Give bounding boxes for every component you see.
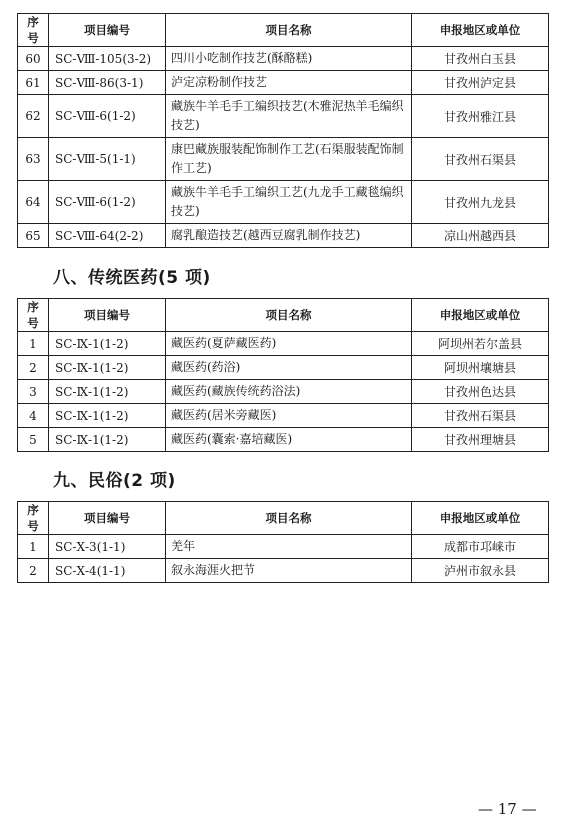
row-no: 61 [18,71,49,95]
table-row [18,47,549,71]
table-header-row [18,14,549,47]
table-row [18,535,549,559]
row-no: 60 [18,47,49,71]
row-name: 藏医药(居米旁藏医) [166,404,412,428]
header-unit: 申报地区或单位 [412,299,549,332]
table-row [18,428,549,452]
row-no: 5 [18,428,49,452]
header-no: 序号 [18,299,49,332]
table-row [18,356,549,380]
row-no: 2 [18,559,49,583]
header-code: 项目编号 [49,299,166,332]
row-no: 4 [18,404,49,428]
row-unit: 阿坝州若尔盖县 [412,332,549,356]
heritage-table-crafts [17,13,549,248]
row-no: 65 [18,224,49,248]
table-header-row [18,299,549,332]
table-row [18,71,549,95]
row-unit: 凉山州越西县 [412,224,549,248]
header-code: 项目编号 [49,502,166,535]
row-no: 64 [18,181,49,224]
row-code: SC-Ⅹ-4(1-1) [49,559,166,583]
row-unit: 泸州市叙永县 [412,559,549,583]
header-no: 序号 [18,14,49,47]
row-code: SC-Ⅹ-3(1-1) [49,535,166,559]
page-number: — 17 — [478,800,537,818]
section-heading-folk-custom: 九、民俗(2 项) [53,471,176,491]
row-code: SC-Ⅷ-6(1-2) [49,95,166,138]
row-unit: 甘孜州理塘县 [412,428,549,452]
row-code: SC-Ⅸ-1(1-2) [49,332,166,356]
row-no: 1 [18,332,49,356]
section-heading-traditional-medicine: 八、传统医药(5 项) [53,268,211,288]
table-row [18,181,549,224]
table-row [18,138,549,181]
row-code: SC-Ⅷ-5(1-1) [49,138,166,181]
row-code: SC-Ⅷ-64(2-2) [49,224,166,248]
row-unit: 甘孜州石渠县 [412,404,549,428]
table-row [18,380,549,404]
row-name: 藏医药(夏萨藏医药) [166,332,412,356]
row-unit: 甘孜州九龙县 [412,181,549,224]
row-name: 藏族牛羊毛手工编织工艺(九龙手工藏毯编织技艺) [166,181,412,224]
row-name: 康巴藏族服装配饰制作工艺(石渠服装配饰制作工艺) [166,138,412,181]
row-unit: 成都市邛崃市 [412,535,549,559]
row-no: 63 [18,138,49,181]
row-code: SC-Ⅸ-1(1-2) [49,380,166,404]
row-name: 叙永海涯火把节 [166,559,412,583]
header-unit: 申报地区或单位 [412,502,549,535]
row-unit: 甘孜州白玉县 [412,47,549,71]
row-no: 62 [18,95,49,138]
row-code: SC-Ⅸ-1(1-2) [49,356,166,380]
row-name: 腐乳酿造技艺(越西豆腐乳制作技艺) [166,224,412,248]
heritage-table-medicine [17,298,549,452]
row-name: 藏族牛羊毛手工编织技艺(木雅泥热羊毛编织技艺) [166,95,412,138]
header-code: 项目编号 [49,14,166,47]
row-code: SC-Ⅷ-6(1-2) [49,181,166,224]
row-name: 藏医药(囊索·嘉培藏医) [166,428,412,452]
row-no: 2 [18,356,49,380]
row-name: 羌年 [166,535,412,559]
row-unit: 阿坝州壤塘县 [412,356,549,380]
header-name: 项目名称 [166,502,412,535]
row-name: 藏医药(藏族传统药浴法) [166,380,412,404]
row-name: 藏医药(药浴) [166,356,412,380]
header-unit: 申报地区或单位 [412,14,549,47]
heritage-table-folk [17,501,549,583]
row-no: 1 [18,535,49,559]
row-unit: 甘孜州色达县 [412,380,549,404]
table-row [18,95,549,138]
row-no: 3 [18,380,49,404]
row-name: 泸定凉粉制作技艺 [166,71,412,95]
row-unit: 甘孜州石渠县 [412,138,549,181]
row-unit: 甘孜州泸定县 [412,71,549,95]
table-row [18,224,549,248]
row-name: 四川小吃制作技艺(酥酪糕) [166,47,412,71]
table-row [18,404,549,428]
row-code: SC-Ⅸ-1(1-2) [49,404,166,428]
header-no: 序号 [18,502,49,535]
row-unit: 甘孜州雅江县 [412,95,549,138]
table-row [18,559,549,583]
header-name: 项目名称 [166,14,412,47]
table-row [18,332,549,356]
table-header-row [18,502,549,535]
header-name: 项目名称 [166,299,412,332]
row-code: SC-Ⅸ-1(1-2) [49,428,166,452]
row-code: SC-Ⅷ-86(3-1) [49,71,166,95]
row-code: SC-Ⅷ-105(3-2) [49,47,166,71]
